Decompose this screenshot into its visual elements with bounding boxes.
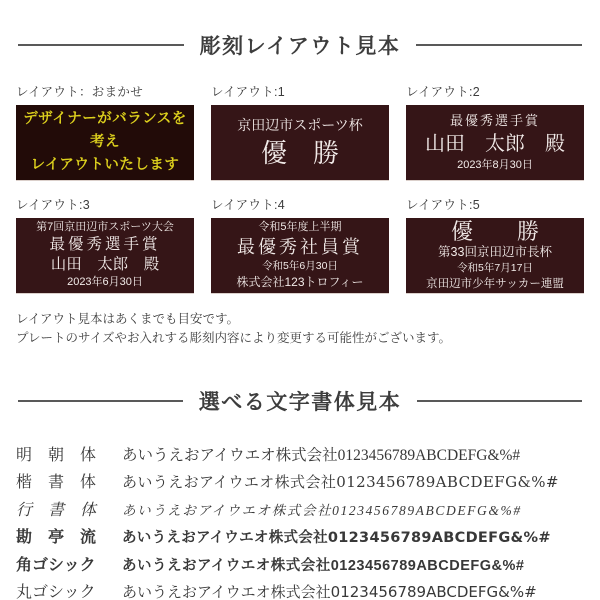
plate-line: 第7回京田辺市スポーツ大会: [36, 220, 174, 233]
plate-label: レイアウト:3: [16, 198, 91, 212]
plate-cell-1: [211, 82, 389, 180]
font-sample-text: あいうえおアイウエオ株式会社0123456789ABCDEFG&%#: [122, 583, 537, 600]
plate-cell-5: [406, 195, 584, 293]
engraving-layout-title: 彫刻レイアウト見本: [199, 35, 401, 58]
plate-label: レイアウト:5: [406, 198, 481, 212]
engraving-plate-2: [406, 105, 584, 180]
font-sample-text: あいうえおアイウエオ株式会社0123456789ABCDEFG&%#: [122, 502, 522, 518]
layout-disclaimer: [0, 310, 600, 348]
engraving-plate-3: [16, 218, 194, 293]
plate-line: レイアウトいたします: [30, 157, 180, 174]
font-row-kanteiryu: [16, 524, 584, 552]
engraving-plate-5: [406, 218, 584, 293]
plate-line: 令和5年7月17日: [457, 261, 533, 274]
font-samples-section-title: [0, 386, 600, 416]
plate-line: 令和5年度上半期: [258, 220, 342, 233]
font-sample-text: あいうえおアイウエオ株式会社0123456789ABCDEFG&%#: [122, 446, 521, 464]
plate-label: レイアウト:2: [406, 85, 481, 99]
font-row-kaisho: [16, 469, 584, 497]
font-sample-text: あいうえおアイウエオ株式会社0123456789ABCDEFG&%#: [122, 530, 551, 546]
title-rule-left: [18, 44, 184, 46]
disclaimer-line-1: レイアウト見本はあくまでも目安です。: [16, 312, 240, 326]
plate-line: 2023年8月30日: [457, 158, 533, 171]
plate-cell-4: [211, 195, 389, 293]
font-row-kaku-gothic: [16, 552, 584, 580]
font-samples-title: 選べる文字書体見本: [198, 390, 402, 414]
font-name-label: 明 朝 体: [16, 446, 97, 464]
plate-line: 令和5年6月30日: [262, 260, 338, 273]
engraving-plate-omakase: [16, 105, 194, 180]
font-name-label: 勘 亭 流: [16, 527, 97, 546]
font-name-label: 楷 書 体: [16, 472, 97, 491]
plate-line: 優 勝: [260, 138, 339, 169]
plate-line: 第33回京田辺市長杯: [438, 245, 552, 260]
title-rule-left: [18, 400, 183, 402]
plate-line: 優 勝: [450, 218, 539, 244]
layout-plates-grid: [0, 82, 600, 293]
plate-label: レイアウト:1: [211, 85, 286, 99]
plate-line: 株式会社123トロフィー: [236, 274, 364, 289]
font-sample-text: あいうえおアイウエオ株式会社0123456789ABCDEFG&%#: [122, 557, 525, 574]
plate-line: 最優秀選手賞: [49, 236, 161, 254]
font-name-label: 角ゴシック: [16, 556, 96, 574]
plate-line: 京田辺市少年サッカー連盟: [426, 277, 564, 290]
font-row-gyosho: [16, 497, 584, 525]
plate-line: 最優秀選手賞: [449, 112, 540, 128]
plate-line: 京田辺市スポーツ杯: [237, 117, 363, 134]
plate-line: 山田 太郎 殿: [425, 132, 565, 155]
engraving-layout-section-title: [0, 30, 600, 60]
plate-line: 2023年6月30日: [67, 276, 143, 289]
font-name-label: 行 書 体: [16, 501, 97, 519]
engraving-plate-4: [211, 218, 389, 293]
font-sample-text: あいうえおアイウエオ株式会社0123456789ABCDEFG&%#: [122, 473, 559, 491]
plate-line: 最優秀社員賞: [237, 237, 363, 257]
font-row-mincho: [16, 442, 584, 470]
title-rule-right: [416, 44, 582, 46]
plate-line: デザイナーがバランスを考え: [23, 110, 187, 150]
plate-label: レイアウト:4: [211, 198, 286, 212]
plate-cell-3: [16, 195, 194, 293]
plate-cell-omakase: [16, 82, 194, 180]
plate-label: レイアウト：おまかせ: [16, 85, 144, 99]
disclaimer-line-2: プレートのサイズやお入れする彫刻内容により変更する可能性がございます。: [16, 330, 452, 345]
font-row-maru-gothic: [16, 579, 584, 600]
plate-line: 山田 太郎 殿: [50, 256, 160, 274]
font-specimen-list: [0, 442, 600, 600]
title-rule-right: [417, 400, 582, 402]
plate-cell-2: [406, 82, 584, 180]
font-name-label: 丸ゴシック: [16, 582, 96, 600]
engraving-plate-1: [211, 105, 389, 180]
